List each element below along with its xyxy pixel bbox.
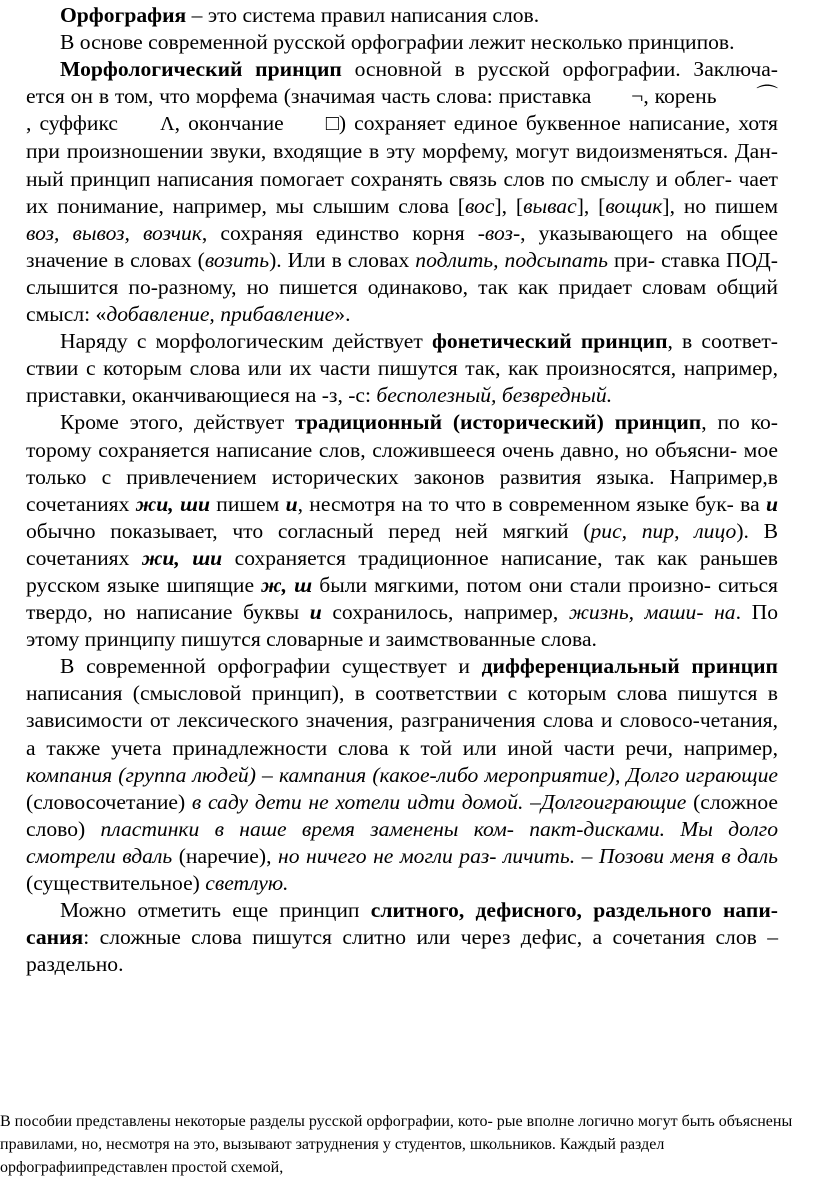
term-compound-writing-principle: слитного, дефисного, раздельного напи- сания	[26, 898, 778, 950]
root-symbol-icon: ⌒	[756, 84, 778, 109]
term-phonetic-principle: фонетический принцип	[431, 329, 668, 354]
footer-paragraph: В пособии представлены некоторые разделы русской орфографии, кото- рые вполне логично могут быть объяснены правилами, но, несмотря на это, вызывают затруднения у студентов, школьников. Каждый раздел орфографиипредставлен простой схемой,	[0, 1113, 793, 1176]
footer-note	[0, 1110, 800, 1179]
term-traditional-principle: традиционный (исторический) принцип	[295, 410, 702, 435]
term-differential-principle: дифференциальный принцип	[481, 654, 778, 679]
term-morphological-principle: Морфологический принцип	[60, 57, 342, 82]
paragraph-phonetic-principle: Наряду с морфологическим действует фонетический принцип, в соответ- ствии с которым слова или их части пишутся так, как произносятся, например, приставки, оканчивающиеся на -з, -с: бесполезный, безвредный.	[26, 329, 778, 408]
suffix-symbol-icon: Λ	[160, 113, 175, 136]
paragraph-morphological-principle: Морфологический принцип основной в русской орфографии. Заключа- ется он в том, что морфема (значимая часть слова: приставка ¬, корень ⌒, суффикс Λ, окончание □) сохраняет единое буквенное написание, хотя при произношении звуки, входящие в эту морфему, могут видоизменяться. Дан- ный принцип написания помогает сохранять связь слов по смыслу и облег- чает их понимание, например, мы слышим слова [вос], [вывас], [вощик], но пишем воз, вывоз, возчик, сохраняя единство корня -воз-, указывающего на общее значение в словах (возить). Или в словах подлить, подсыпать при- ставка ПОД- слышится по-разному, но пишется одинаково, так как придает словам общий смысл: «добавление, прибавление».	[26, 57, 779, 327]
paragraph-traditional-principle: Кроме этого, действует традиционный (исторический) принцип, по ко- торому сохраняется написание слов, сложившееся очень давно, но объясни- мое только с привлечением исторических законов развития языка. Например,в сочетаниях жи, ши пишем и, несмотря на то что в современном языке бук- ва и обычно показывает, что согласный перед ней мягкий (рис, пир, лицо). В сочетаниях жи, ши сохраняется традиционное написание, так как раньшев русском языке шипящие ж, ш были мягкими, потом они стали произно- ситься твердо, но написание буквы и сохранилось, например, жизнь, маши- на. По этому принципу пишутся словарные и заимствованные слова.	[26, 410, 779, 652]
paragraph-compound-writing-principle: Можно отметить еще принцип слитного, дефисного, раздельного напи- сания: сложные слова пишутся слитно или через дефис, а сочетания слов – раздельно.	[26, 898, 778, 977]
paragraph-differential-principle: В современной орфографии существует и дифференциальный принцип написания (смысловой принцип), в соответствии с которым слова пишутся в зависимости от лексического значения, разграничения слова и словосо-четания, а также учета принадлежности слова к той или иной части речи, например, компания (группа людей) – кампания (какое-либо мероприятие), Долго играющие (словосочетание) в саду дети не хотели идти домой. –Долгоиграющие (сложное слово) пластинки в наше время заменены ком- пакт-дисками. Мы долго смотрели вдаль (наречие), но ничего не могли раз- личить. – Позови меня в даль (существительное) светлую.	[26, 654, 779, 895]
ending-symbol-icon: □	[325, 111, 339, 136]
paragraph-orthography-definition: Орфография – это система правил написания слов.	[60, 3, 540, 27]
paragraph-principles-intro: В основе современной русской орфографии лежит несколько принципов.	[60, 30, 735, 55]
term-orthography: Орфография	[60, 3, 187, 27]
main-text	[26, 2, 778, 978]
prefix-symbol-icon: ¬	[631, 84, 644, 109]
